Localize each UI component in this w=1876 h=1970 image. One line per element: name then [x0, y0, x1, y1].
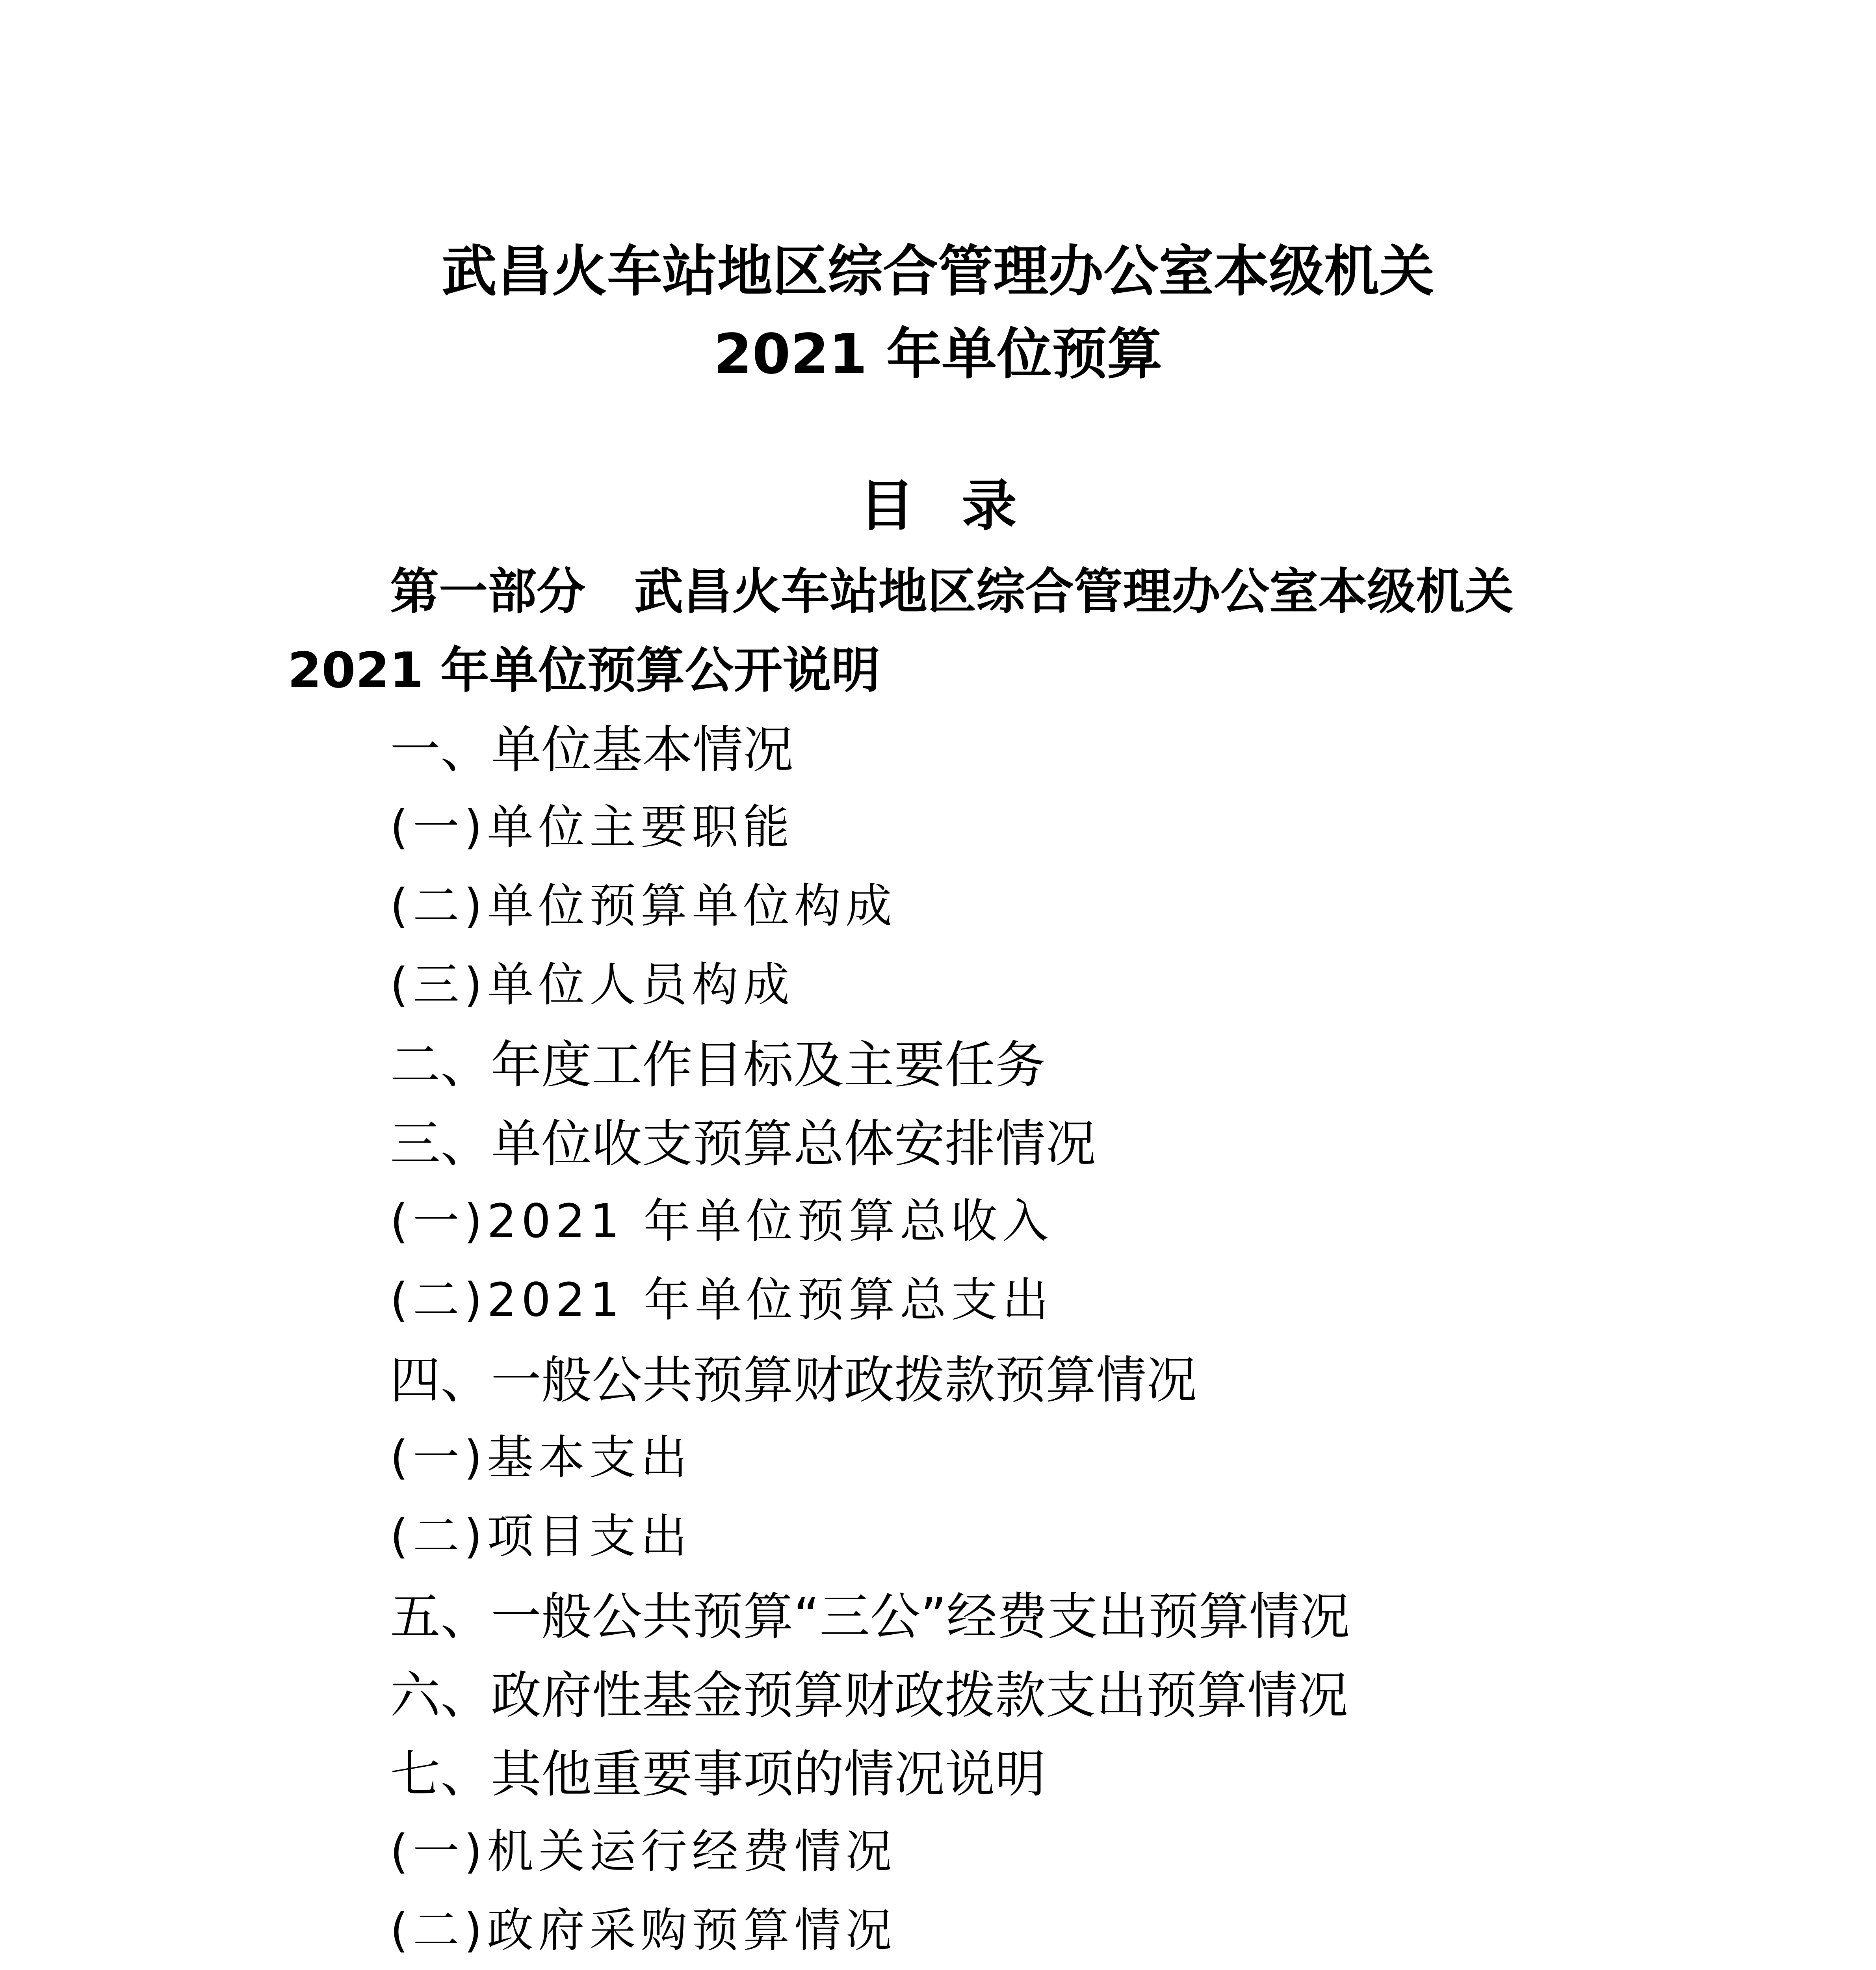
toc-entry-sub: (一)2021 年单位预算总收入: [390, 1194, 1053, 1248]
toc-heading: 目录: [859, 474, 1064, 538]
toc-entry-section: 六、政府性基金预算财政拨款支出预算情况: [390, 1666, 1348, 1725]
toc-entry-section: 七、其他重要事项的情况说明: [390, 1745, 1046, 1804]
toc-part-line1: 第一部分 武昌火车站地区综合管理办公室本级机关: [390, 563, 1514, 620]
toc-entry-sub: (一)单位主要职能: [390, 800, 795, 854]
toc-entry-section: 一、单位基本情况: [390, 721, 794, 779]
toc-entry-sub: (二)政府采购预算情况: [390, 1903, 897, 1957]
document-title-line1: 武昌火车站地区综合管理办公室本级机关: [441, 240, 1434, 304]
toc-entry-section: 五、一般公共预算“三公”经费支出预算情况: [390, 1587, 1350, 1646]
toc-entry-sub: (二)2021 年单位预算总支出: [390, 1273, 1053, 1327]
toc-entry-sub: (二)项目支出: [390, 1509, 692, 1563]
toc-entry-sub: (三)单位人员构成: [390, 957, 795, 1012]
toc-entry-section: 三、单位收支预算总体安排情况: [390, 1115, 1096, 1173]
toc-entry-sub: (一)基本支出: [390, 1430, 692, 1485]
toc-part-line2: 2021 年单位预算公开说明: [288, 642, 880, 699]
toc-entry-sub: (二)单位预算单位构成: [390, 879, 897, 933]
document-title-line2: 2021 年单位预算: [713, 322, 1163, 387]
toc-entry-section: 四、一般公共预算财政拨款预算情况: [390, 1351, 1197, 1410]
toc-entry-sub: (一)机关运行经费情况: [390, 1824, 897, 1879]
toc-entry-section: 二、年度工作目标及主要任务: [390, 1036, 1046, 1095]
